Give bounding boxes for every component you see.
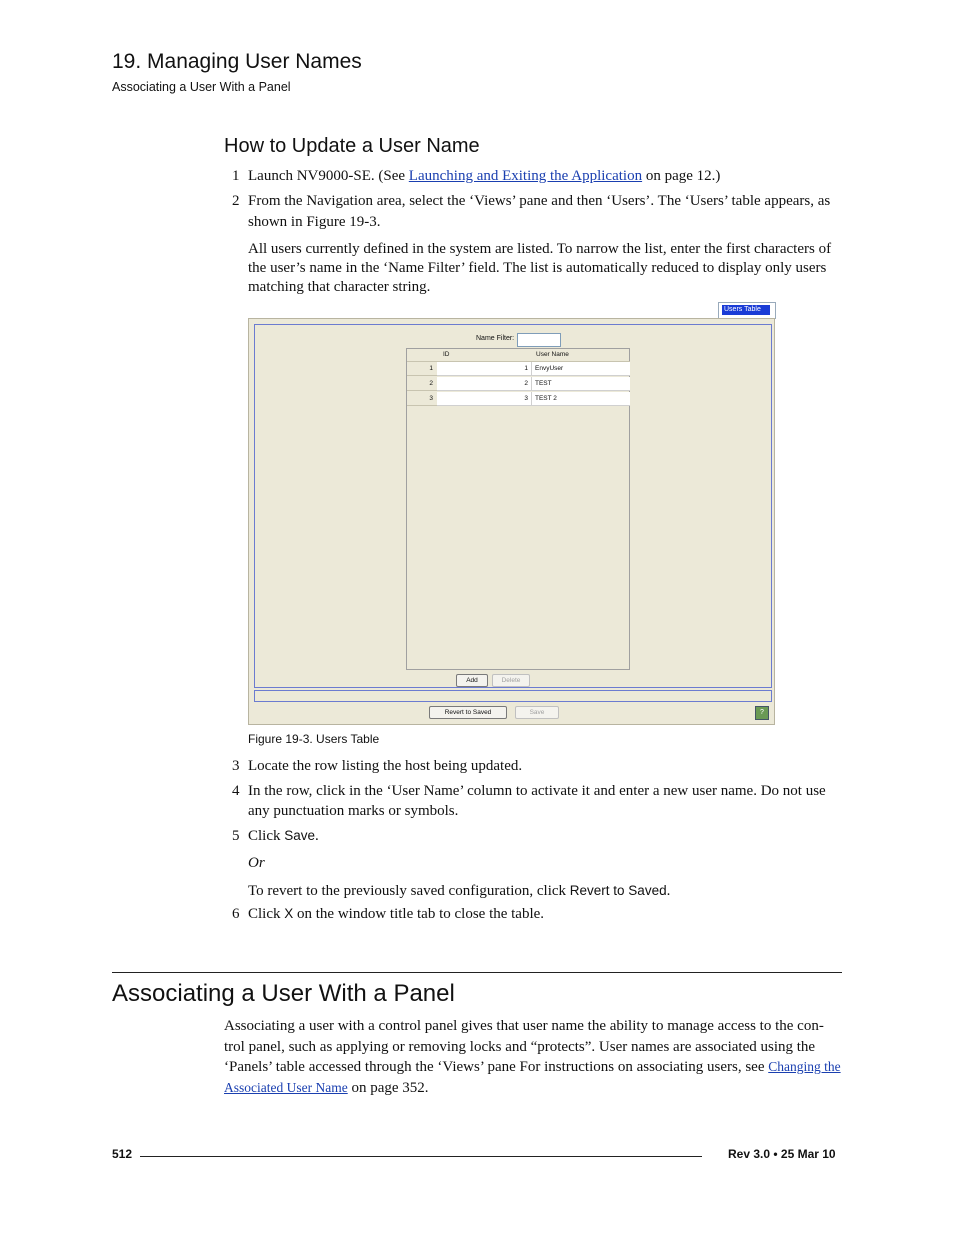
step-text: In the row, click in the ‘User Name’ column to activate it and enter a new user name. Do not use any punctuation marks or symbols. <box>248 783 826 819</box>
footer-divider <box>140 1156 702 1157</box>
step-text: on page 12.) <box>642 168 721 184</box>
id-cell[interactable]: 3 <box>437 392 532 406</box>
users-table-panel <box>254 324 772 688</box>
associate-text: on page 352. <box>347 1079 429 1096</box>
name-filter-input[interactable] <box>517 333 561 347</box>
save-ui-term: Save <box>284 828 316 843</box>
user-name-cell[interactable]: TEST 2 <box>532 392 630 406</box>
step-number: 1 <box>232 168 240 184</box>
step-number: 5 <box>232 828 240 844</box>
revert-text: To revert to the previously saved configuration, click <box>248 883 570 899</box>
id-cell[interactable]: 1 <box>437 362 532 376</box>
users-table-window <box>248 318 775 725</box>
table-row[interactable] <box>407 362 630 377</box>
user-name-cell[interactable]: TEST <box>532 377 630 391</box>
users-table-tab[interactable] <box>718 302 776 319</box>
launching-link[interactable]: Launching and Exiting the Application <box>408 168 643 184</box>
page-number: 512 <box>112 1147 133 1161</box>
add-button[interactable]: Add <box>456 674 488 687</box>
x-ui-term: X <box>284 906 294 921</box>
running-header-section: Associating a User With a Panel <box>112 80 291 94</box>
or-text: Or <box>248 855 265 871</box>
step-number: 3 <box>232 758 240 774</box>
section-divider <box>112 972 842 973</box>
step-text: Click <box>248 828 285 844</box>
figure-caption: Figure 19-3. Users Table <box>248 732 380 746</box>
revert-paragraph <box>248 881 842 901</box>
step-text: Click <box>248 906 285 922</box>
row-number: 2 <box>407 377 437 391</box>
step-number: 2 <box>232 193 240 209</box>
revert-text: . <box>666 883 671 899</box>
help-icon[interactable]: ? <box>755 706 769 720</box>
row-number: 3 <box>407 392 437 406</box>
users-table <box>406 348 630 670</box>
id-cell[interactable]: 2 <box>437 377 532 391</box>
column-header-id[interactable]: ID <box>443 351 450 358</box>
save-button[interactable]: Save <box>515 706 559 719</box>
step-text: on the window title tab to close the table. <box>293 906 545 922</box>
section-heading-update: How to Update a User Name <box>224 135 480 157</box>
users-table-tab-label: Users Table <box>722 305 770 315</box>
step-text: . <box>315 828 319 844</box>
chapter-title: 19. Managing User Names <box>112 50 362 73</box>
changing-user-name-link[interactable]: Changing the Associated User Name <box>224 1059 841 1095</box>
revision-label: Rev 3.0 • 25 Mar 10 <box>728 1147 836 1161</box>
step-number: 4 <box>232 783 240 799</box>
step-text: Launch NV9000-SE. (See <box>248 168 409 184</box>
table-row[interactable] <box>407 392 630 407</box>
users-list-paragraph: All users currently defined in the system are listed. To narrow the list, enter the first characters of the user’s name in the ‘Name Filter’ field. The list is automatically reduced to display only users matching that character string. <box>248 241 832 295</box>
column-header-user-name[interactable]: User Name <box>536 351 569 358</box>
name-filter-label: Name Filter: <box>476 335 515 342</box>
table-header <box>407 349 630 362</box>
status-bar <box>254 690 772 702</box>
delete-button[interactable]: Delete <box>492 674 530 687</box>
step-text: Locate the row listing the host being updated. <box>248 758 523 774</box>
revert-to-saved-button[interactable]: Revert to Saved <box>429 706 507 719</box>
row-number: 1 <box>407 362 437 376</box>
table-row[interactable] <box>407 377 630 392</box>
step-text: From the Navigation area, select the ‘Views’ pane and then ‘Users’. The ‘Users’ table appears, as shown in Figure 19-3. <box>248 193 831 230</box>
step-number: 6 <box>232 906 240 922</box>
associate-text: Associating a user with a control panel gives that user name the ability to manage access to the con-trol panel, such as applying or removing locks and “protects”. User names are associated using the ‘Panels’ table accessed through the ‘Views’ pane For instructions on associating users, see <box>224 1018 824 1075</box>
section-heading-associate: Associating a User With a Panel <box>112 980 455 1007</box>
user-name-cell[interactable]: EnvyUser <box>532 362 630 376</box>
revert-ui-term: Revert to Saved <box>569 883 667 898</box>
associate-paragraph <box>224 1016 842 1098</box>
